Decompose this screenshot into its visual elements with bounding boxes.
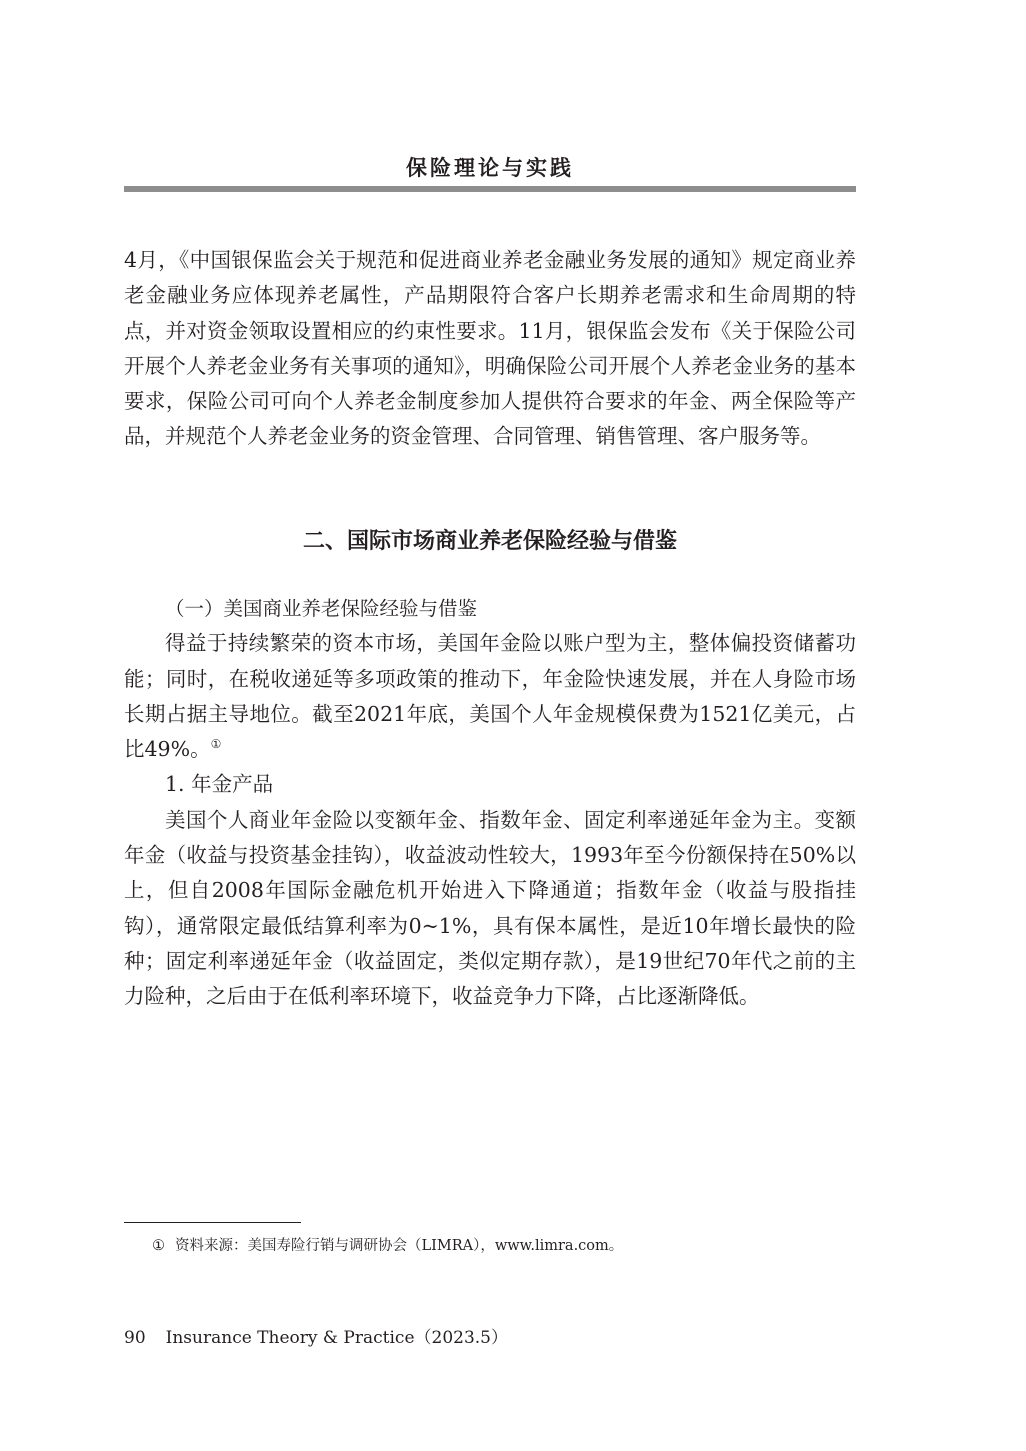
intro-paragraph: 4月，《中国银保监会关于规范和促进商业养老金融业务发展的通知》规定商业养老金融业务应体现养老属性，产品期限符合客户长期养老需求和生命周期的特点，并对资金领取设置相应的约束性要求。11月，银保监会发布《关于保险公司开展个人养老金业务有关事项的通知》，明确保险公司开展个人养老金业务的基本要求，保险公司可向个人养老金制度参加人提供符合要求的年金、两全保险等产品，并规范个人养老金业务的资金管理、合同管理、销售管理、客户服务等。 [124,248,856,449]
intro-block [124,243,856,455]
subsection-title: （一）美国商业养老保险经验与借鉴 [165,597,478,620]
page-footer [124,1325,508,1351]
footnote-mark: ① [152,1238,165,1254]
section-body [124,591,856,1015]
page-number: 90 [124,1328,146,1348]
body-paragraph-2: 美国个人商业年金险以变额年金、指数年金、固定利率递延年金为主。变额年金（收益与投资基金挂钩），收益波动性较大，1993年至今份额保持在50%以上，但自2008年国际金融危机开始进入下降通道；指数年金（收益与股指挂钩），通常限定最低结算利率为0~1%，具有保本属性，是近10年增长最快的险种；固定利率递延年金（收益固定，类似定期存款），是19世纪70年代之前的主力险种，之后由于在低利率环境下，收益竞争力下降，占比逐渐降低。 [124,807,856,1009]
journal-name: Insurance Theory & Practice（2023.5） [165,1328,508,1348]
item-heading: 1. 年金产品 [165,772,274,797]
paragraph-1-text: 得益于持续繁荣的资本市场，美国年金险以账户型为主，整体偏投资储蓄功能；同时，在税收递延等多项政策的推动下，年金险快速发展，并在人身险市场长期占据主导地位。截至2021年底，美国个人年金规模保费为1521亿美元，占比49%。 [124,631,856,762]
section-title: 二、国际市场商业养老保险经验与借鉴 [302,529,677,554]
footnote-reference[interactable]: ① [210,737,222,752]
header-rule [124,186,856,192]
footnote [152,1234,623,1258]
footnote-text: 资料来源：美国寿险行销与调研协会（LIMRA），www.limra.com。 [175,1238,624,1254]
running-title: 保险理论与实践 [406,156,574,180]
footnote-rule [124,1222,301,1223]
body-paragraph-1 [124,626,856,767]
